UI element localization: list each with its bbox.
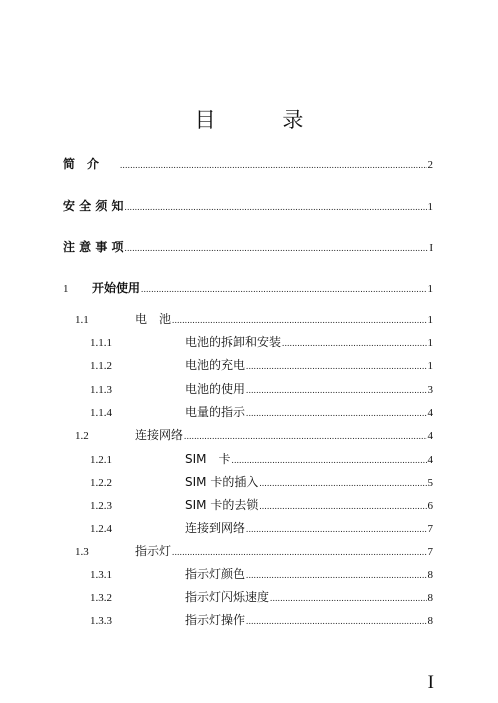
toc-entry-label: 电 池	[135, 312, 172, 326]
leader-dots	[232, 455, 427, 465]
toc-entry-label: 连接网络	[135, 428, 184, 442]
toc-entry-page: 3	[427, 384, 433, 396]
toc-entry-label: SIM 卡	[185, 452, 231, 466]
toc-entry-label: 简 介	[63, 157, 100, 171]
leader-dots	[141, 284, 426, 294]
toc-entry-safety[interactable]	[63, 197, 433, 214]
toc-entry-label: 电量的指示	[185, 405, 246, 419]
toc-entry-label: 指示灯闪烁速度	[185, 590, 270, 604]
page-title: 目 录	[194, 108, 334, 132]
leader-dots	[270, 593, 426, 603]
toc-entry-label: 电池的充电	[185, 358, 246, 372]
toc-entry-page: 1	[427, 201, 433, 213]
toc-entry-1-3-3[interactable]	[90, 611, 433, 628]
toc-entry-number: 1.1.2	[90, 360, 112, 372]
toc-entry-number: 1.1.4	[90, 407, 112, 419]
toc-entry-1-3[interactable]	[75, 542, 433, 559]
toc-entry-page: 8	[427, 592, 433, 604]
toc-entry-page: 8	[427, 615, 433, 627]
toc-entry-1-2-1[interactable]	[90, 450, 433, 467]
toc-entry-1-2-4[interactable]	[90, 519, 433, 536]
toc-entry-1-2-2[interactable]	[90, 473, 433, 490]
leader-dots	[125, 202, 427, 212]
toc-entry-number: 1.2	[75, 430, 89, 442]
toc-entry-page: 7	[427, 523, 433, 535]
toc-entry-notes[interactable]	[63, 238, 433, 255]
toc-entry-label: SIM 卡的去锁	[185, 498, 259, 512]
toc-entry-page: 5	[427, 477, 433, 489]
toc-entry-intro[interactable]	[63, 155, 433, 172]
toc-entry-page: 4	[427, 454, 433, 466]
toc-entry-page: 1	[427, 314, 433, 326]
toc-entry-page: 1	[427, 360, 433, 372]
toc-entry-number: 1.1	[75, 314, 89, 326]
page-number: I	[427, 672, 434, 693]
toc-entry-1-3-2[interactable]	[90, 588, 433, 605]
toc-entry-number: 1.3.1	[90, 569, 112, 581]
leader-dots	[246, 408, 426, 418]
leader-dots	[184, 431, 426, 441]
toc-entry-page: 7	[427, 546, 433, 558]
toc-entry-page: 1	[427, 283, 433, 295]
toc-entry-1-1-1[interactable]	[90, 333, 433, 350]
leader-dots	[120, 160, 427, 170]
toc-entry-label: 电池的拆卸和安装	[185, 335, 282, 349]
leader-dots	[246, 524, 426, 534]
leader-dots	[172, 547, 426, 557]
toc-entry-page: 8	[427, 569, 433, 581]
toc-entry-1-1-3[interactable]	[90, 380, 433, 397]
leader-dots	[246, 361, 426, 371]
toc-entry-number: 1.1.1	[90, 337, 112, 349]
leader-dots	[125, 243, 429, 253]
toc-entry-label: SIM 卡的插入	[185, 475, 259, 489]
toc-entry-number: 1.2.4	[90, 523, 112, 535]
toc-entry-number: 1.2.3	[90, 500, 112, 512]
toc-entry-number: 1.2.2	[90, 477, 112, 489]
toc-entry-number: 1.2.1	[90, 454, 112, 466]
leader-dots	[246, 616, 426, 626]
toc-entry-label: 注 意 事 项	[63, 240, 124, 254]
leader-dots	[246, 570, 426, 580]
toc-entry-label: 指示灯颜色	[185, 567, 246, 581]
toc-entry-page: 4	[427, 407, 433, 419]
toc-entry-page: 1	[427, 337, 433, 349]
toc-entry-1-2-3[interactable]	[90, 496, 433, 513]
toc-entry-label: 指示灯	[135, 544, 172, 558]
toc-entry-number: 1.1.3	[90, 384, 112, 396]
leader-dots	[246, 385, 426, 395]
toc-entry-label: 电池的使用	[185, 382, 246, 396]
leader-dots	[259, 501, 426, 511]
toc-entry-page: 6	[427, 500, 433, 512]
toc-entry-label: 指示灯操作	[185, 613, 246, 627]
toc-entry-1-1[interactable]	[75, 310, 433, 327]
toc-entry-number: 1.3	[75, 546, 89, 558]
leader-dots	[259, 478, 426, 488]
leader-dots	[282, 338, 426, 348]
toc-entry-1-1-2[interactable]	[90, 356, 433, 373]
toc-entry-number: 1.3.3	[90, 615, 112, 627]
leader-dots	[172, 315, 426, 325]
toc-entry-page: 4	[427, 430, 433, 442]
toc-entry-1-1-4[interactable]	[90, 403, 433, 420]
toc-entry-page: 2	[427, 159, 433, 171]
toc-entry-label: 连接到网络	[185, 521, 246, 535]
toc-entry-label: 安 全 须 知	[63, 199, 124, 213]
toc-entry-1-2[interactable]	[75, 426, 433, 443]
toc-entry-number: 1	[63, 283, 69, 295]
toc-entry-chapter-1[interactable]	[63, 279, 433, 296]
toc-entry-number: 1.3.2	[90, 592, 112, 604]
toc-entry-label: 开始使用	[92, 281, 141, 295]
toc-entry-page: I	[429, 242, 433, 254]
toc-entry-1-3-1[interactable]	[90, 565, 433, 582]
